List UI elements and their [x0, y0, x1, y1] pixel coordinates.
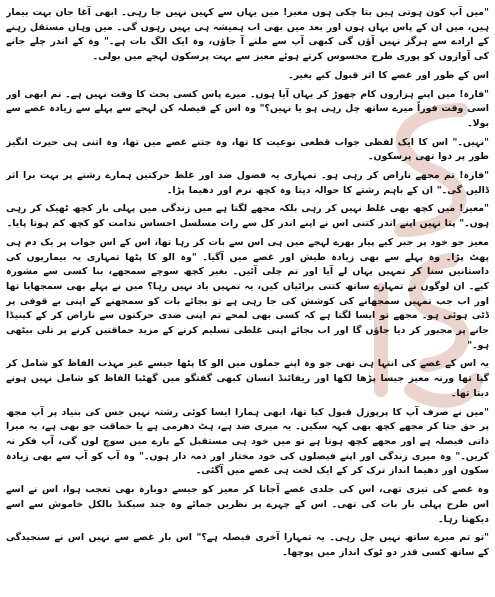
paragraph-7: معیز جو خود پر جبر کیے پیار بھرے لہجے میں ہی اس سے بات کر رہا تھا، اس کے اس جواب پر یک دم ہی پھٹ پڑا۔ وہ پہلے سے بھی زیادہ طیش اور غصے میں آگیا۔ "وہ الو کا پٹھا تمہاری یہ بیماریوں کی داستانیں سنا کر تمہیں یہاں لے آیا اور تم چلی آئیں۔ بغیر کچھ سوچے سمجھے، بنا کسی سے مشورہ کیے۔ ان لوگوں نے تمہارے ساتھ کتنی برائیاں کیں، یہ تمہیں یاد نہیں رہا؟ میں نے پہلے بھی سمجھایا تھا اور اب جب تمہیں سمجھانے کی کوشش کی جا رہی ہے تو بجائے بات کو سمجھنے کے اپنی بے قوفی پر ڈٹی ہوئی ہو۔ مجھے تو ایسا لگتا ہے کہ کسی بھی لمحے تم اپنی ضدی حرکتوں سے ناراض کر کے کینیڈا جانے پر مجبور کر دیا جاؤں گا اور اب بجائے اپنی غلطی تسلیم کرنے کے مزید حماقتیں کرنے پر تلی بیٹھی ہو۔"	[6, 236, 489, 351]
paragraph-8: یہ اس کے غصے کی انتہا ہی تھی جو وہ اپنے جملوں میں الو کا پٹھا جیسے غیر مہذب الفاظ کو شامل کر گیا تھا ورنہ معیز جیسا پڑھا لکھا اور ریفائنڈ انسان کبھی گفتگو میں گھٹیا الفاظ کو شامل نہیں ہونے دیتا تھا۔	[6, 358, 489, 399]
story-page	[6, 6, 489, 591]
paragraph-9: "میں نے صرف آپ کا پرپوزل قبول کیا تھا، ابھی ہمارا ایسا کوئی رشتہ نہیں جس کی بنیاد پر آپ مجھ پر حق جتا کر مجھے کچھ بھی کہہ سکیں۔ یہ میری ضد ہے، ہٹ دھرمی ہے یا حماقت جو بھی ہے، یہ میرا ذاتی فیصلہ ہے اور مجھے کچھ ہونا ہے تو میں خود ہی مستقبل کے بارے میں سوچ لوں گی، آپ فکر نہ کریں۔" وہ میری زندگی اور اپنے فیصلوں کی خود مختار اور ذمہ دار ہوں۔" وہ آپ کو آپ سے بھی زیادہ سکون اور دھیما انداز ترک کر کے ایک لخت ہی غصے میں آگئی۔	[6, 406, 489, 477]
paragraph-10: وہ غصے کی تیزی تھی، اس کی جلدی غصے آجانا کر معیز کو جیسے دوبارہ بھی تعجب ہوا، اس نے اسے اس طرح پہلی بار بات کی تھی۔ اس کے چہرے پر نظریں جمائے وہ چند سیکنڈ بالکل خاموش سے اسے دیکھتا رہا۔	[6, 484, 489, 525]
paragraph-3: "فارہ! میں اپنے ہزاروں کام چھوڑ کر یہاں آیا ہوں۔ میرے پاس کسی بحث کا وقت نہیں ہے۔ تم ابھی اور اسی وقت فوراً میرے ساتھ چل رہی ہو یا نہیں؟" وہ اس کے فیصلہ کن لہجے سے پہلے سے زیادہ غصے سے بولا۔	[6, 88, 489, 129]
paragraph-2: اس کے طور اور غصے کا اثر قبول کیے بغیر۔	[288, 69, 489, 81]
paragraph-11: "تو تم میرے ساتھ نہیں چل رہی۔ یہ تمہارا آخری فیصلہ ہے؟" اس بار غصے سے نہیں اس نے سنجیدگی کے ساتھ کسی قدر دو ٹوک انداز میں پوچھا۔	[6, 532, 489, 558]
paragraph-1: "میں آپ کون ہوتی ہیں بتا چکی ہوں معیز! میں یہاں سے کہیں نہیں جا رہی۔ ابھی آغا جان بہت بیمار ہیں، میں ان کے پاس یہاں ہوں اور بعد میں بھی اب ہمیشہ ہی یہیں رہوں گی۔ میں وہاں مستقل رہنے کے ارادے سے ہرگز نہیں آؤں گی کبھی آپ سے ملنے آ جاؤں، وہ ایک الگ بات ہے۔" وہ کے اندر چلے جانے کی آوازوں کو پوری طرح محسوس کرتے ہوئے معیز سے بہت پرسکون لہجے میں بولی۔	[6, 7, 489, 63]
paragraph-4: "نہیں۔" اس کا ایک لفظی جواب قطعی نوعیت کا تھا، وہ جتنے غصے میں تھا، وہ اتنی ہی حیرت انگیز طور پر دوا تھی پرسکون۔	[6, 136, 489, 163]
paragraph-6: "معیز! میں کچھ بھی غلط نہیں کر رہی بلکہ مجھے لگتا ہے میں زندگی میں پہلی بار کچھ ٹھیک کر رہی ہوں۔" پتا نہیں اپنے اندر کتنی اس نے اپنے اندر کل سے رات مسلسل احساس ندامت کو کچھ کم ہوتا پایا۔	[6, 203, 489, 230]
paragraph-5: "فارہ! تم مجھے ناراض کر رہی ہو۔ تمہاری یہ فضول ضد اور غلط حرکتیں ہمارے رشتے پر بہت برا اثر ڈالیں گی۔" ان کے باہم رشتے کا حوالہ دیتا وہ کچھ نرم اور دھیما پڑا۔	[6, 170, 489, 196]
